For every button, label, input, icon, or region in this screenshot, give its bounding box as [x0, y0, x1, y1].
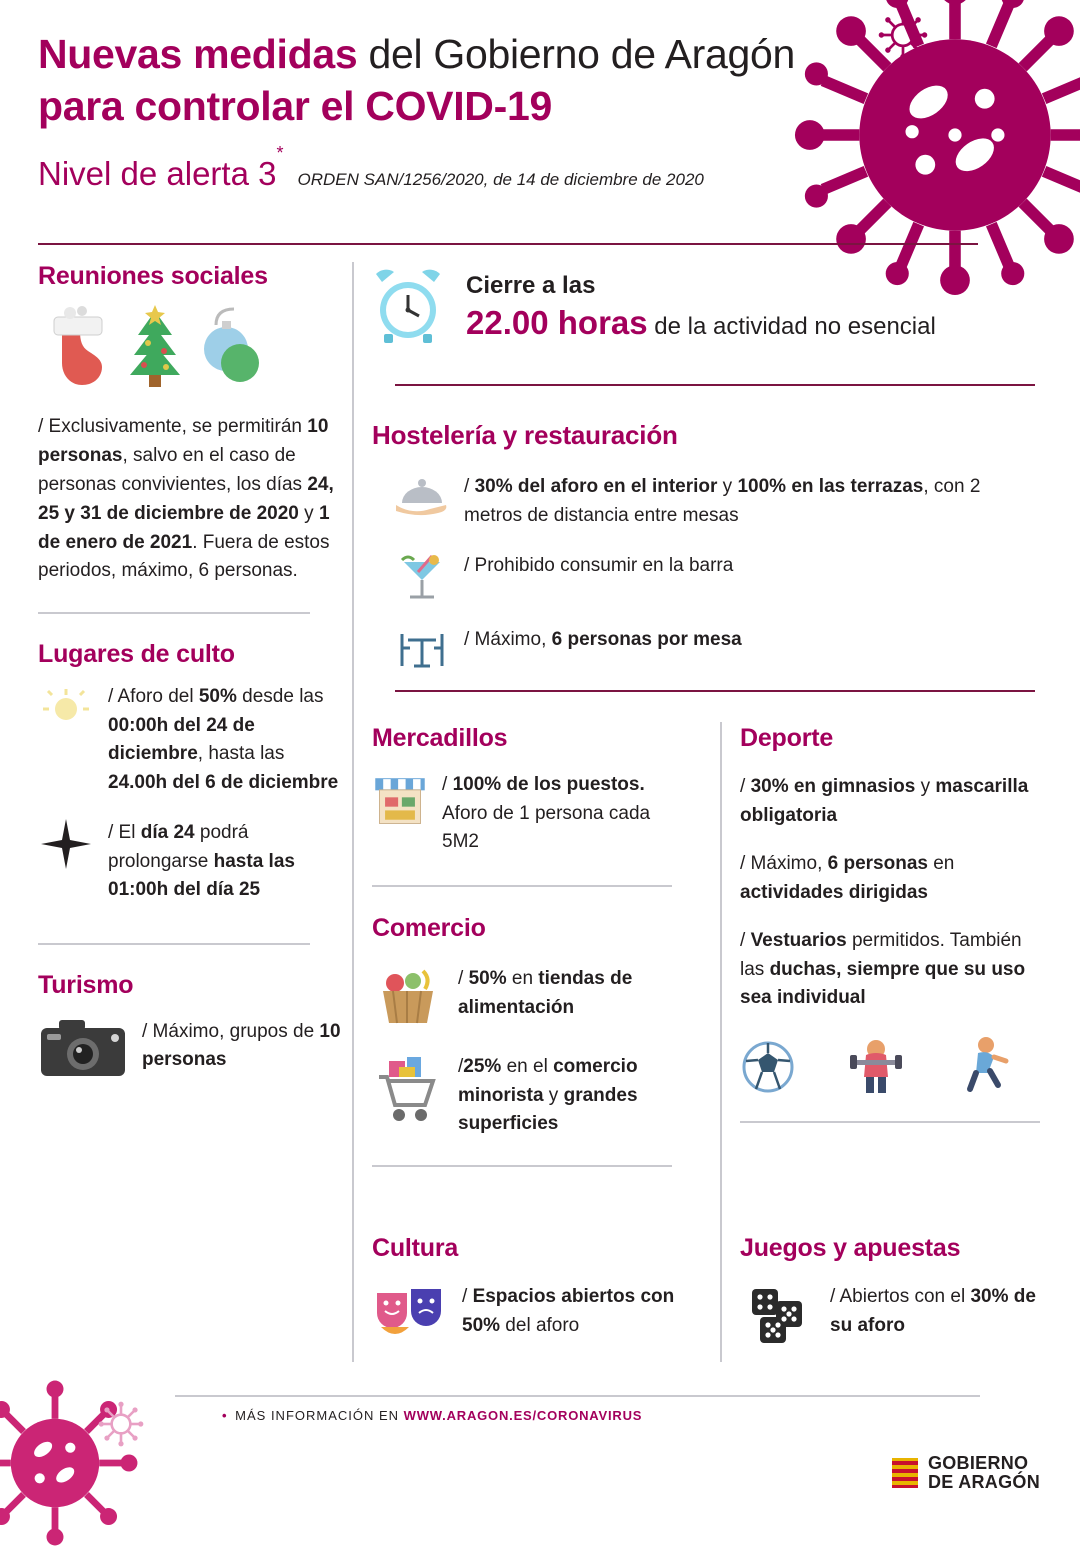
soccer-ball-icon: [740, 1039, 796, 1095]
star-icon: [38, 819, 94, 869]
host1-p1: 30% del aforo en el interior: [474, 476, 718, 497]
subtitle-row: [38, 142, 868, 193]
dep2-p0: / Máximo,: [740, 853, 828, 874]
cult-p1: Espacios abiertos con 50%: [462, 1286, 675, 1336]
camera-icon: [38, 1018, 128, 1080]
left-divider-2: [38, 943, 310, 945]
section-deporte: [740, 724, 1040, 1123]
market-stall-icon: [372, 771, 428, 833]
merc-p1: 100% de los puestos.: [452, 774, 645, 795]
culto-item-1-text: [108, 683, 343, 797]
shopping-cart-icon: [372, 1053, 444, 1125]
dice-icon: [740, 1283, 816, 1349]
hosteleria-item-1: [394, 473, 1032, 530]
title-part-3: para controlar el COVID-19: [38, 83, 552, 130]
culto2-p1: día 24: [140, 822, 195, 844]
host1-p3: 100% en las terrazas: [737, 476, 924, 497]
christmas-icon-group: [48, 305, 343, 391]
closure-line-1: Cierre a las: [466, 272, 596, 299]
host3-p1: 6 personas por mesa: [551, 629, 742, 650]
food-cloche-icon: [394, 473, 450, 519]
section-hosteleria: [372, 420, 1032, 694]
comercio-item-2: [372, 1053, 702, 1139]
closure-rest: de la actividad no esencial: [647, 313, 936, 340]
dep1-p3: mascarilla obligatoria: [740, 776, 1029, 826]
logo-line-2: DE ARAGÓN: [927, 1472, 1040, 1493]
section-title-juegos: Juegos y apuestas: [740, 1234, 961, 1262]
coronavirus-bottom-icon: [0, 1378, 140, 1548]
comercio-item-2-text: [458, 1053, 690, 1139]
deporte-icon-group: [740, 1033, 1040, 1095]
runner-icon: [956, 1033, 1012, 1095]
culto1-p5: 24.00h del 6 de diciembre: [108, 771, 339, 793]
reuniones-p2: , salvo en el caso de personas convivientes, los días: [38, 444, 308, 495]
dep2-p3: actividades dirigidas: [740, 881, 928, 903]
footer-bullet: •: [222, 1408, 228, 1423]
christmas-tree-icon: [120, 305, 190, 391]
mercadillos-text: [442, 771, 674, 857]
com2-p2: en el: [501, 1056, 554, 1077]
footer-label: MÁS INFORMACIÓN EN: [235, 1408, 404, 1423]
title-part-1: Nuevas medidas: [38, 31, 358, 77]
culto-item-2-text: [108, 819, 343, 905]
right-divider-1: [740, 1121, 1040, 1123]
section-mercadillos: [372, 724, 702, 913]
coronavirus-bottom-small-icon: [95, 1398, 147, 1450]
jue-p0: / Abiertos con el: [830, 1286, 971, 1307]
footer-note: [222, 1408, 642, 1423]
turismo-p1: 10 personas: [142, 1020, 341, 1071]
section-title-cultura: Cultura: [372, 1234, 459, 1262]
logo-line-1: GOBIERNO: [927, 1453, 1029, 1474]
deporte-item-1: [740, 773, 1040, 830]
culto1-p3: 00:00h del 24 de diciembre: [108, 714, 255, 765]
header-divider: [38, 243, 978, 245]
culto2-p2: podrá prolongarse: [108, 822, 249, 872]
cult-p0: /: [462, 1286, 473, 1307]
reuniones-p4: y: [298, 502, 319, 524]
host1-p0: /: [464, 476, 475, 497]
section-title-hosteleria: Hostelería y restauración: [372, 420, 678, 450]
culto2-p0: / El: [108, 822, 141, 844]
com1-p1: 50%: [468, 968, 507, 989]
closure-banner: [372, 268, 1032, 346]
dep1-p1: 30% en gimnasios: [750, 776, 916, 797]
culto2-p3: hasta las 01:00h del día 25: [108, 850, 295, 901]
gobierno-logo-text: [928, 1454, 1040, 1492]
comercio-item-1-text: [458, 965, 678, 1022]
deporte-item-3: [740, 927, 1040, 1013]
section-title-comercio: Comercio: [372, 914, 486, 942]
section-comercio: [372, 914, 702, 1167]
cocktail-icon: [394, 552, 450, 604]
vertical-divider-left: [352, 262, 354, 1362]
com2-p4: y: [543, 1084, 564, 1106]
aragon-flag-icon: [892, 1458, 918, 1488]
dep2-p1: 6 personas: [827, 853, 928, 874]
gobierno-de-aragon-logo: [892, 1454, 1040, 1492]
dep3-p4: duchas, siempre que su uso sea individual: [740, 958, 1026, 1008]
culto1-p0: / Aforo del: [108, 686, 199, 708]
alert-level-text: Nivel de alerta 3: [38, 154, 277, 192]
left-divider-1: [38, 612, 310, 614]
com1-p2: en: [506, 968, 539, 989]
dep3-p1: Vestuarios: [750, 930, 847, 951]
culto1-p2: desde las: [236, 686, 324, 708]
turismo-text: [142, 1018, 343, 1075]
alert-level-asterisk: *: [276, 142, 284, 163]
hr-below-hosteleria: [395, 690, 1035, 692]
host3-p0: / Máximo,: [464, 629, 552, 650]
section-cultura: [372, 1234, 702, 1367]
culto-item-1: [38, 683, 343, 797]
com2-p3: comercio minorista: [458, 1056, 638, 1106]
merc-p2: Aforo de 1 persona cada 5M2: [442, 802, 651, 852]
com1-p3: tiendas de alimentación: [458, 968, 633, 1018]
christmas-bauble-icon: [200, 305, 264, 391]
cultura-text: [462, 1283, 680, 1340]
dep1-p0: /: [740, 776, 751, 797]
alarm-clock-icon: [372, 268, 444, 346]
culto-item-2: [38, 819, 343, 905]
com2-p0: /: [458, 1056, 464, 1077]
dep3-p0: /: [740, 930, 751, 951]
cult-p2: del aforo: [500, 1314, 580, 1336]
com2-p1: 25%: [463, 1056, 502, 1077]
hosteleria-item-2-text: [464, 552, 733, 581]
section-title-culto: Lugares de culto: [38, 640, 235, 669]
hr-above-hosteleria: [395, 384, 1035, 386]
hosteleria-item-3-text: [464, 626, 742, 655]
left-column: [38, 262, 343, 1102]
closure-line-2: [466, 304, 936, 342]
table-chairs-icon: [394, 626, 450, 672]
juegos-item: [740, 1283, 1040, 1349]
reuniones-p1: 10 personas: [38, 416, 329, 466]
footer-divider: [175, 1395, 980, 1397]
closure-text: [466, 268, 936, 342]
page-title: [38, 28, 868, 133]
turismo-item: [38, 1018, 343, 1080]
title-part-2: del Gobierno de Aragón: [357, 31, 796, 77]
mercadillos-item: [372, 771, 702, 857]
cultura-item: [372, 1283, 702, 1345]
hosteleria-item-2: [394, 552, 1032, 604]
footer-url[interactable]: WWW.ARAGON.ES/CORONAVIRUS: [403, 1408, 643, 1423]
jue-p1: 30% de su aforo: [830, 1286, 1036, 1336]
com2-p5: grandes superficies: [458, 1084, 638, 1134]
dep1-p2: y: [915, 776, 936, 797]
sunrise-icon: [38, 683, 94, 723]
shopping-basket-icon: [372, 965, 444, 1031]
section-title-reuniones: Reuniones sociales: [38, 262, 268, 290]
reuniones-p0: / Exclusivamente, se permitirán: [38, 416, 308, 437]
dep2-p2: en: [927, 853, 955, 874]
juegos-text: [830, 1283, 1040, 1340]
deporte-item-2: [740, 850, 1040, 907]
dep3-p2: permitidos: [846, 930, 940, 951]
header: [38, 28, 868, 193]
com1-p0: /: [458, 968, 469, 989]
reuniones-p6: . Fuera de estos periodos, máximo, 6 personas.: [38, 531, 330, 582]
mid-divider-1: [372, 885, 672, 887]
mid-divider-2: [372, 1165, 672, 1167]
hosteleria-item-3: [394, 626, 1032, 672]
theatre-masks-icon: [372, 1283, 448, 1345]
reuniones-text: [38, 413, 343, 586]
turismo-p0: / Máximo, grupos de: [142, 1020, 320, 1042]
section-title-deporte: Deporte: [740, 724, 834, 752]
weight-lifter-icon: [848, 1033, 904, 1095]
host2-p0: / Prohibido consumir en la barra: [464, 555, 734, 576]
vertical-divider-right: [720, 722, 722, 1362]
hosteleria-item-1-text: [464, 473, 1024, 530]
host1-p2: y: [717, 476, 738, 497]
reuniones-p5: 1 de enero de 2021: [38, 502, 330, 553]
culto1-p4: , hasta las: [197, 743, 285, 765]
order-reference: ORDEN SAN/1256/2020, de 14 de diciembre de 2020: [297, 169, 704, 189]
christmas-stocking-icon: [48, 305, 110, 391]
comercio-item-1: [372, 965, 702, 1031]
section-juegos: [740, 1234, 1040, 1371]
reuniones-p3: 24, 25 y 31 de diciembre de 2020: [38, 473, 334, 524]
merc-p0: /: [442, 774, 453, 795]
alert-level: [38, 142, 284, 193]
dep3-p3: . También las: [740, 930, 1022, 980]
culto1-p1: 50%: [198, 686, 237, 708]
host1-p4: , con 2 metros de distancia entre mesas: [464, 476, 981, 526]
section-title-turismo: Turismo: [38, 970, 134, 999]
section-title-mercadillos: Mercadillos: [372, 724, 508, 752]
coronavirus-small-icon: [876, 8, 930, 62]
closure-hours: 22.00 horas: [466, 304, 648, 341]
